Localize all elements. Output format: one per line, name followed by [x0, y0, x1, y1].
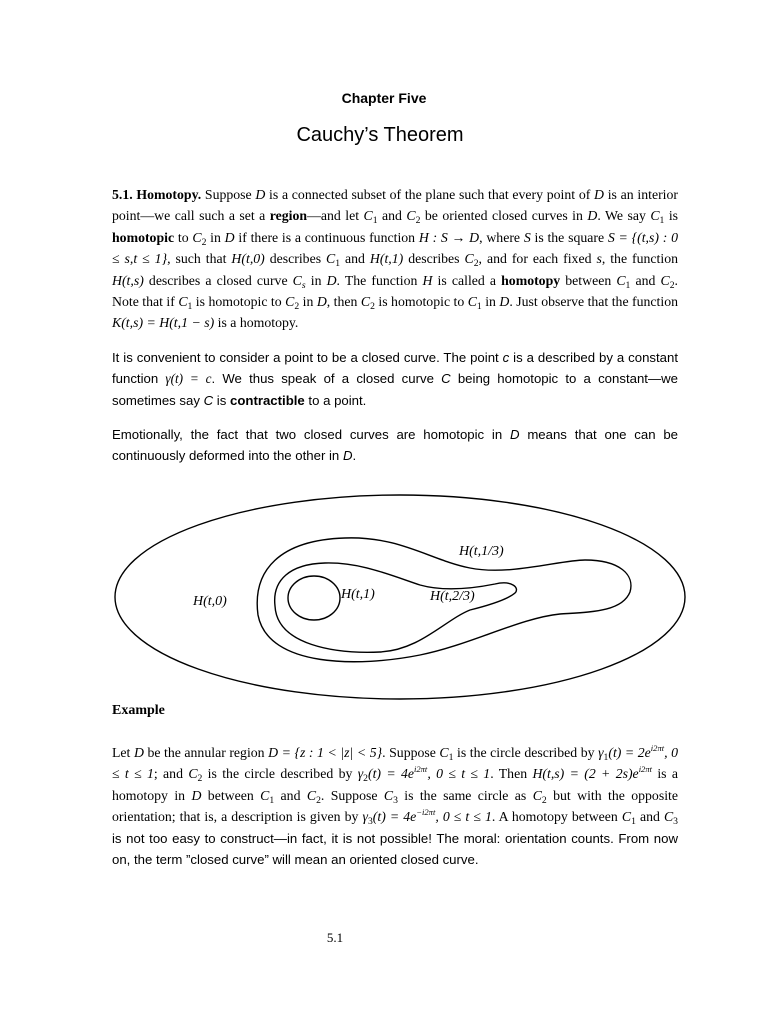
math: C: [464, 251, 474, 267]
subscript: 3: [367, 816, 373, 828]
math: s: [596, 251, 602, 267]
math: C: [178, 294, 188, 310]
text: is a homotopy in: [112, 766, 678, 803]
text: describes: [403, 251, 465, 267]
text: is an interior point—we call such a set a: [112, 187, 678, 224]
math: D: [326, 272, 337, 288]
subscript: 3: [673, 816, 678, 828]
math: C: [292, 272, 302, 288]
text: Suppose: [201, 187, 256, 202]
math: K(t,s) = H(t,1 − s): [112, 315, 215, 331]
subscript: 2: [201, 236, 207, 248]
text: describes: [264, 251, 327, 267]
text: to: [174, 229, 193, 245]
text: in: [299, 294, 317, 310]
subscript: 1: [335, 258, 341, 270]
math: D: [224, 229, 235, 245]
math: C: [306, 787, 317, 803]
text: is a homotopy.: [214, 315, 299, 331]
text: —and let: [307, 208, 364, 224]
term-region: region: [269, 208, 308, 224]
math: C: [621, 809, 632, 825]
math: C: [363, 208, 373, 224]
text: to a point.: [304, 392, 367, 408]
text: . Suppose: [382, 745, 440, 760]
math: C: [406, 208, 416, 224]
text: is the square: [530, 229, 608, 245]
example-heading: Example: [112, 703, 165, 718]
subscript: 2: [363, 773, 368, 785]
term-homotopic: homotopic: [112, 229, 175, 245]
subscript: 1: [448, 752, 454, 763]
subscript: 2: [316, 794, 321, 806]
text: . We thus speak of a closed curve: [211, 371, 442, 387]
text: but with the opposite orientation; that is, a description is given by: [112, 787, 678, 825]
text: in: [481, 294, 500, 310]
label-h0: H(t,0): [193, 594, 227, 609]
math: γ: [598, 745, 604, 760]
math: C: [660, 272, 670, 288]
text: being homotopic to a constant—we sometimes say: [112, 371, 678, 408]
text: . Note that if: [112, 272, 678, 310]
text: and: [630, 272, 661, 288]
math: C: [192, 229, 202, 245]
text: describes a closed curve: [143, 272, 293, 288]
text: . Then: [490, 766, 533, 782]
subscript: 2: [294, 301, 300, 313]
math: , 0 ≤ t ≤ 1: [435, 809, 492, 825]
label-h13: H(t,1/3): [459, 544, 504, 559]
math: D: [499, 294, 510, 310]
text: means that one can be continuously deformed into the other in: [112, 427, 678, 464]
math: D: [255, 187, 266, 202]
superscript: i2πt: [638, 764, 652, 775]
subscript: 1: [372, 215, 378, 227]
subscript: 1: [631, 816, 636, 828]
math: (t) = 4e: [367, 766, 414, 782]
superscript: −i2πt: [416, 807, 436, 818]
math: H(t,1): [369, 251, 404, 267]
text: is: [664, 208, 679, 224]
text: is the same circle as: [397, 787, 533, 803]
text: It is convenient to consider a point to be a closed curve. The point: [112, 350, 503, 365]
math: D: [510, 427, 520, 442]
text: . Just observe that the function: [509, 294, 679, 310]
math: D: [191, 787, 202, 803]
math: S = {(t,s) : 0 ≤ s,t ≤ 1}: [112, 229, 678, 267]
text: , such that: [167, 251, 232, 267]
text: .: [352, 448, 357, 464]
text: is the circle described by: [202, 766, 358, 782]
subscript: s: [301, 279, 306, 291]
text: is not too easy to construct—in fact, it is not possible! The moral: orientation counts. From now on, the term ”closed curve” will mean an oriented closed curve.: [112, 830, 678, 868]
math: D = {z : 1 < |z| < 5}: [268, 745, 383, 760]
text: is called a: [432, 272, 502, 288]
superscript: i2πt: [414, 764, 428, 775]
text: if there is a continuous function: [234, 229, 419, 245]
text: be the annular region: [143, 745, 269, 760]
math: C: [439, 745, 449, 760]
math: γ: [357, 766, 364, 782]
math: C: [203, 392, 214, 408]
math: H(t,s) = (2 + 2s)e: [532, 766, 639, 782]
text: in: [305, 272, 327, 288]
subscript: 2: [541, 794, 547, 806]
text: . The function: [336, 272, 423, 288]
math: c: [502, 350, 510, 365]
subscript: 1: [187, 301, 193, 313]
label-h23: H(t,2/3): [430, 589, 475, 604]
math: D: [342, 448, 353, 464]
text: is a described by a constant function: [112, 350, 679, 387]
math: D: [587, 208, 598, 224]
text: be oriented closed curves in: [420, 208, 588, 224]
text: is homotopic to: [374, 294, 468, 310]
chapter-heading: Chapter Five: [341, 90, 427, 106]
text: and: [340, 251, 370, 267]
math: C: [663, 809, 674, 825]
superscript: i2πt: [650, 743, 665, 753]
math: C: [616, 272, 626, 288]
text: , where: [479, 229, 524, 245]
subscript: 1: [269, 794, 275, 806]
text: is: [213, 392, 230, 408]
math: C: [650, 208, 660, 224]
text: between: [560, 272, 617, 288]
math: H: [422, 272, 433, 288]
text: Let: [112, 745, 134, 760]
math: C: [532, 787, 542, 803]
math: C: [285, 294, 295, 310]
math: (t) = 2e: [608, 745, 651, 760]
math: S: [523, 229, 531, 245]
page-number: 5.1: [326, 930, 344, 945]
text: and: [635, 809, 664, 825]
text: , then: [326, 294, 361, 310]
subscript: 2: [370, 301, 375, 313]
math: D: [594, 187, 605, 202]
text: is homotopic to: [192, 294, 286, 310]
math: C: [441, 371, 451, 387]
math: , 0 ≤ t ≤ 1: [427, 766, 491, 782]
math: , 0 ≤ t ≤ 1: [112, 745, 679, 782]
math: C: [326, 251, 336, 267]
term-homotopy: homotopy: [501, 272, 561, 288]
math: γ: [362, 809, 368, 825]
term-contractible: contractible: [230, 392, 305, 408]
text: . Suppose: [320, 787, 384, 803]
curve-h1: [288, 576, 340, 620]
subscript: 1: [659, 215, 665, 227]
text: . A homotopy between: [491, 809, 622, 825]
paragraph-example: [112, 742, 678, 870]
math: D: [133, 745, 144, 760]
text: and: [274, 787, 307, 803]
text: , the function: [601, 251, 679, 267]
text: in: [206, 229, 225, 245]
math: C: [360, 294, 371, 310]
subscript: 2: [473, 258, 479, 270]
subscript: 2: [415, 215, 421, 227]
subscript: 1: [603, 752, 609, 763]
subscript: 2: [669, 279, 675, 291]
text: . We say: [597, 208, 651, 224]
math: γ(t) = c: [165, 371, 212, 387]
text: ; and: [153, 766, 189, 782]
math: C: [467, 294, 477, 310]
math: H(t,0): [231, 251, 265, 267]
text: Emotionally, the fact that two closed curves are homotopic in: [112, 427, 510, 442]
text: and: [377, 208, 407, 224]
text: is the circle described by: [453, 745, 599, 760]
text: between: [201, 787, 261, 803]
math: C: [383, 787, 394, 803]
math: C: [188, 766, 198, 782]
text: , and for each fixed: [478, 251, 597, 267]
math: H : S → D: [418, 229, 480, 245]
math: H(t,s): [112, 272, 144, 288]
math: (t) = 4e: [372, 809, 417, 825]
subscript: 3: [393, 794, 398, 806]
label-h1: H(t,1): [341, 587, 375, 602]
math: C: [260, 787, 270, 803]
subscript: 1: [476, 301, 482, 313]
text: is a connected subset of the plane such that every point of: [265, 187, 595, 202]
math: D: [316, 294, 327, 310]
section-heading: 5.1. Homotopy.: [112, 187, 202, 202]
chapter-title: Cauchy’s Theorem: [296, 124, 464, 146]
subscript: 2: [197, 773, 203, 785]
subscript: 1: [625, 279, 631, 291]
